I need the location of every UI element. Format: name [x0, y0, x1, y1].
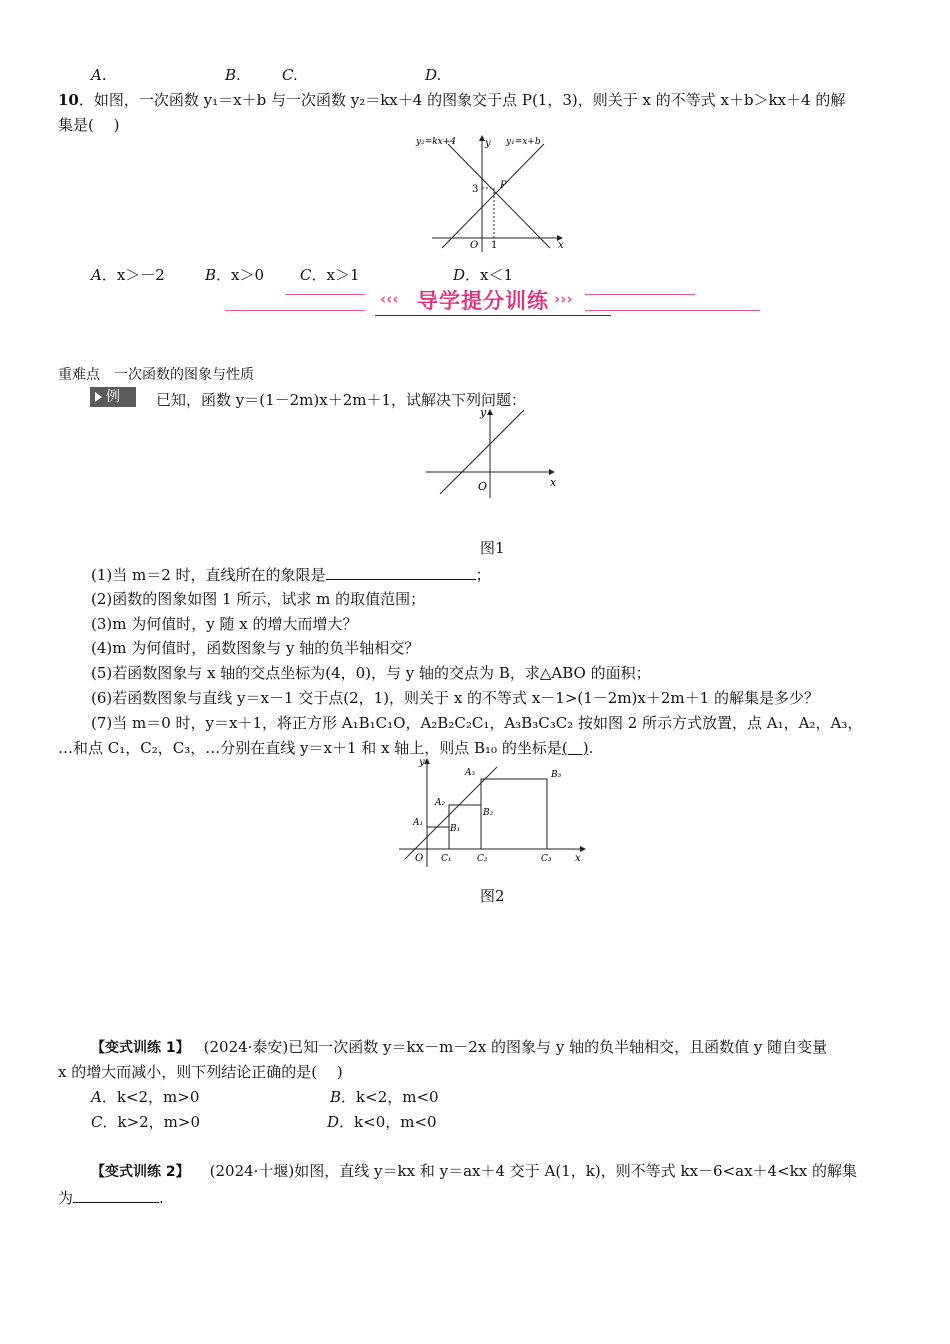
q10-option-d: D．x＜1: [453, 266, 514, 284]
fig2-y-label: y: [419, 757, 425, 768]
fig1-origin: O: [478, 480, 488, 493]
section-title: 重难点 一次函数的图象与性质: [58, 367, 254, 383]
variant1-option-d: D．k<0，m<0: [327, 1113, 437, 1131]
q10-tick-3: 3: [472, 184, 479, 195]
label-b2: B₂: [483, 808, 494, 818]
q10-y-label: y: [485, 138, 491, 149]
variant2-line2: 为 .: [58, 1186, 164, 1208]
q10-option-b: B．x＞0: [205, 266, 265, 284]
example-item-5: (5)若函数图象与 x 轴的交点坐标为(4，0)，与 y 轴的交点为 B，求△ABO 的面积；: [91, 664, 651, 682]
label-a2: A₂: [435, 798, 446, 808]
example-item-6: (6)若函数图象与直线 y＝x－1 交于点(2，1)，则关于 x 的不等式 x－1>(1－2m)x＋2m＋1 的解集是多少？: [91, 689, 819, 707]
label-b3: B₃: [551, 770, 562, 780]
q10-origin: O: [470, 240, 479, 251]
q10-text: ．如图，一次函数 y₁＝x＋b 与一次函数 y₂＝kx＋4 的图象交于点 P(1，3)，则关于 x 的不等式 x＋b＞kx＋4 的解: [78, 91, 846, 109]
label-a1: A₁: [413, 818, 424, 828]
q10-option-a: A．x＞－2: [91, 266, 165, 284]
variant1-option-a: A．k<2，m>0: [91, 1088, 200, 1106]
example-item-4: (4)m 为何值时，函数图象与 y 轴的负半轴相交？: [91, 639, 420, 657]
variant2-title: 【变式训练 2】: [91, 1164, 190, 1180]
square-1: [427, 827, 449, 849]
q10-tick-1: 1: [491, 240, 498, 251]
answer-blank-7[interactable]: ( ): [561, 739, 589, 757]
answer-blank-1[interactable]: [326, 563, 476, 580]
label-a3: A₃: [465, 768, 476, 778]
banner-right-chevrons: ›››: [554, 290, 573, 308]
play-icon: [95, 392, 102, 402]
fig2-x-label: x: [575, 853, 581, 864]
label-c1: C₁: [441, 854, 452, 864]
q10-point-p: P: [500, 180, 507, 191]
figure-1: [420, 402, 565, 502]
label-b1: B₁: [450, 824, 461, 834]
q10-number: 10: [58, 91, 79, 109]
q9-option-c: C.: [282, 66, 298, 84]
q9-option-d: D.: [425, 66, 442, 84]
variant1-line1: 【变式训练 1】 (2024·泰安)已知一次函数 y＝kx－m－2x 的图象与 y 轴的负半轴相交，且函数值 y 随自变量: [91, 1038, 828, 1056]
fig1-x-label: x: [550, 476, 557, 489]
banner-title: 导学提分训练: [417, 289, 549, 313]
figure-2: [395, 755, 595, 870]
q10-x-label: x: [558, 240, 564, 251]
example-item-3: (3)m 为何值时，y 随 x 的增大而增大？: [91, 615, 358, 633]
q10-label-y2: y₂=kx+4: [416, 137, 457, 147]
label-c2: C₂: [477, 854, 488, 864]
banner-left-chevrons: ‹‹‹: [380, 290, 399, 308]
fig1-y-label: y: [480, 406, 487, 419]
label-c3: C₃: [541, 854, 552, 864]
q10-label-y1: y₁=x+b: [506, 137, 541, 147]
example-tag: 例: [90, 387, 136, 407]
q10-question-line2: 集是( ): [58, 116, 120, 134]
variant1-option-b: B．k<2，m<0: [330, 1088, 439, 1106]
q10-line-y2: [448, 144, 550, 248]
variant2-answer-blank[interactable]: [73, 1186, 159, 1203]
variant2-line1: 【变式训练 2】 (2024·十堰)如图，直线 y＝kx 和 y＝ax＋4 交于 A(1，k)，则不等式 kx－6<ax＋4<kx 的解集: [91, 1162, 857, 1180]
variant1-title: 【变式训练 1】: [91, 1040, 190, 1056]
q10-graph: [412, 130, 572, 254]
example-item-1: (1)当 m＝2 时，直线所在的象限是 ；: [91, 563, 491, 585]
q9-option-b: B.: [225, 66, 241, 84]
q10-line-y1: [442, 144, 544, 248]
example-item-7-line1: (7)当 m＝0 时，y＝x＋1，将正方形 A₁B₁C₁O，A₂B₂C₂C₁，A₃B₃C₃C₂ 按如图 2 所示方式放置，点 A₁，A₂，A₃，: [91, 714, 863, 732]
q9-option-a: A.: [91, 66, 107, 84]
example-item-7-line2: …和点 C₁，C₂，C₃，…分别在直线 y＝x＋1 和 x 轴上，则点 B₁₀ 的坐标是( ).: [58, 739, 594, 757]
variant1-option-c: C．k>2，m>0: [91, 1113, 201, 1131]
fig2-origin: O: [415, 853, 424, 864]
example-intro: 已知，函数 y＝(1－2m)x＋2m＋1，试解决下列问题：: [156, 391, 527, 409]
figure-2-caption: 图2: [480, 887, 505, 905]
q10-question-line1: [58, 90, 845, 110]
q10-option-c: C．x＞1: [300, 266, 360, 284]
figure-1-caption: 图1: [480, 539, 505, 557]
variant1-line2: x 的增大而减小，则下列结论正确的是( ): [58, 1063, 343, 1081]
example-item-2: (2)函数的图象如图 1 所示，试求 m 的取值范围；: [91, 590, 426, 608]
